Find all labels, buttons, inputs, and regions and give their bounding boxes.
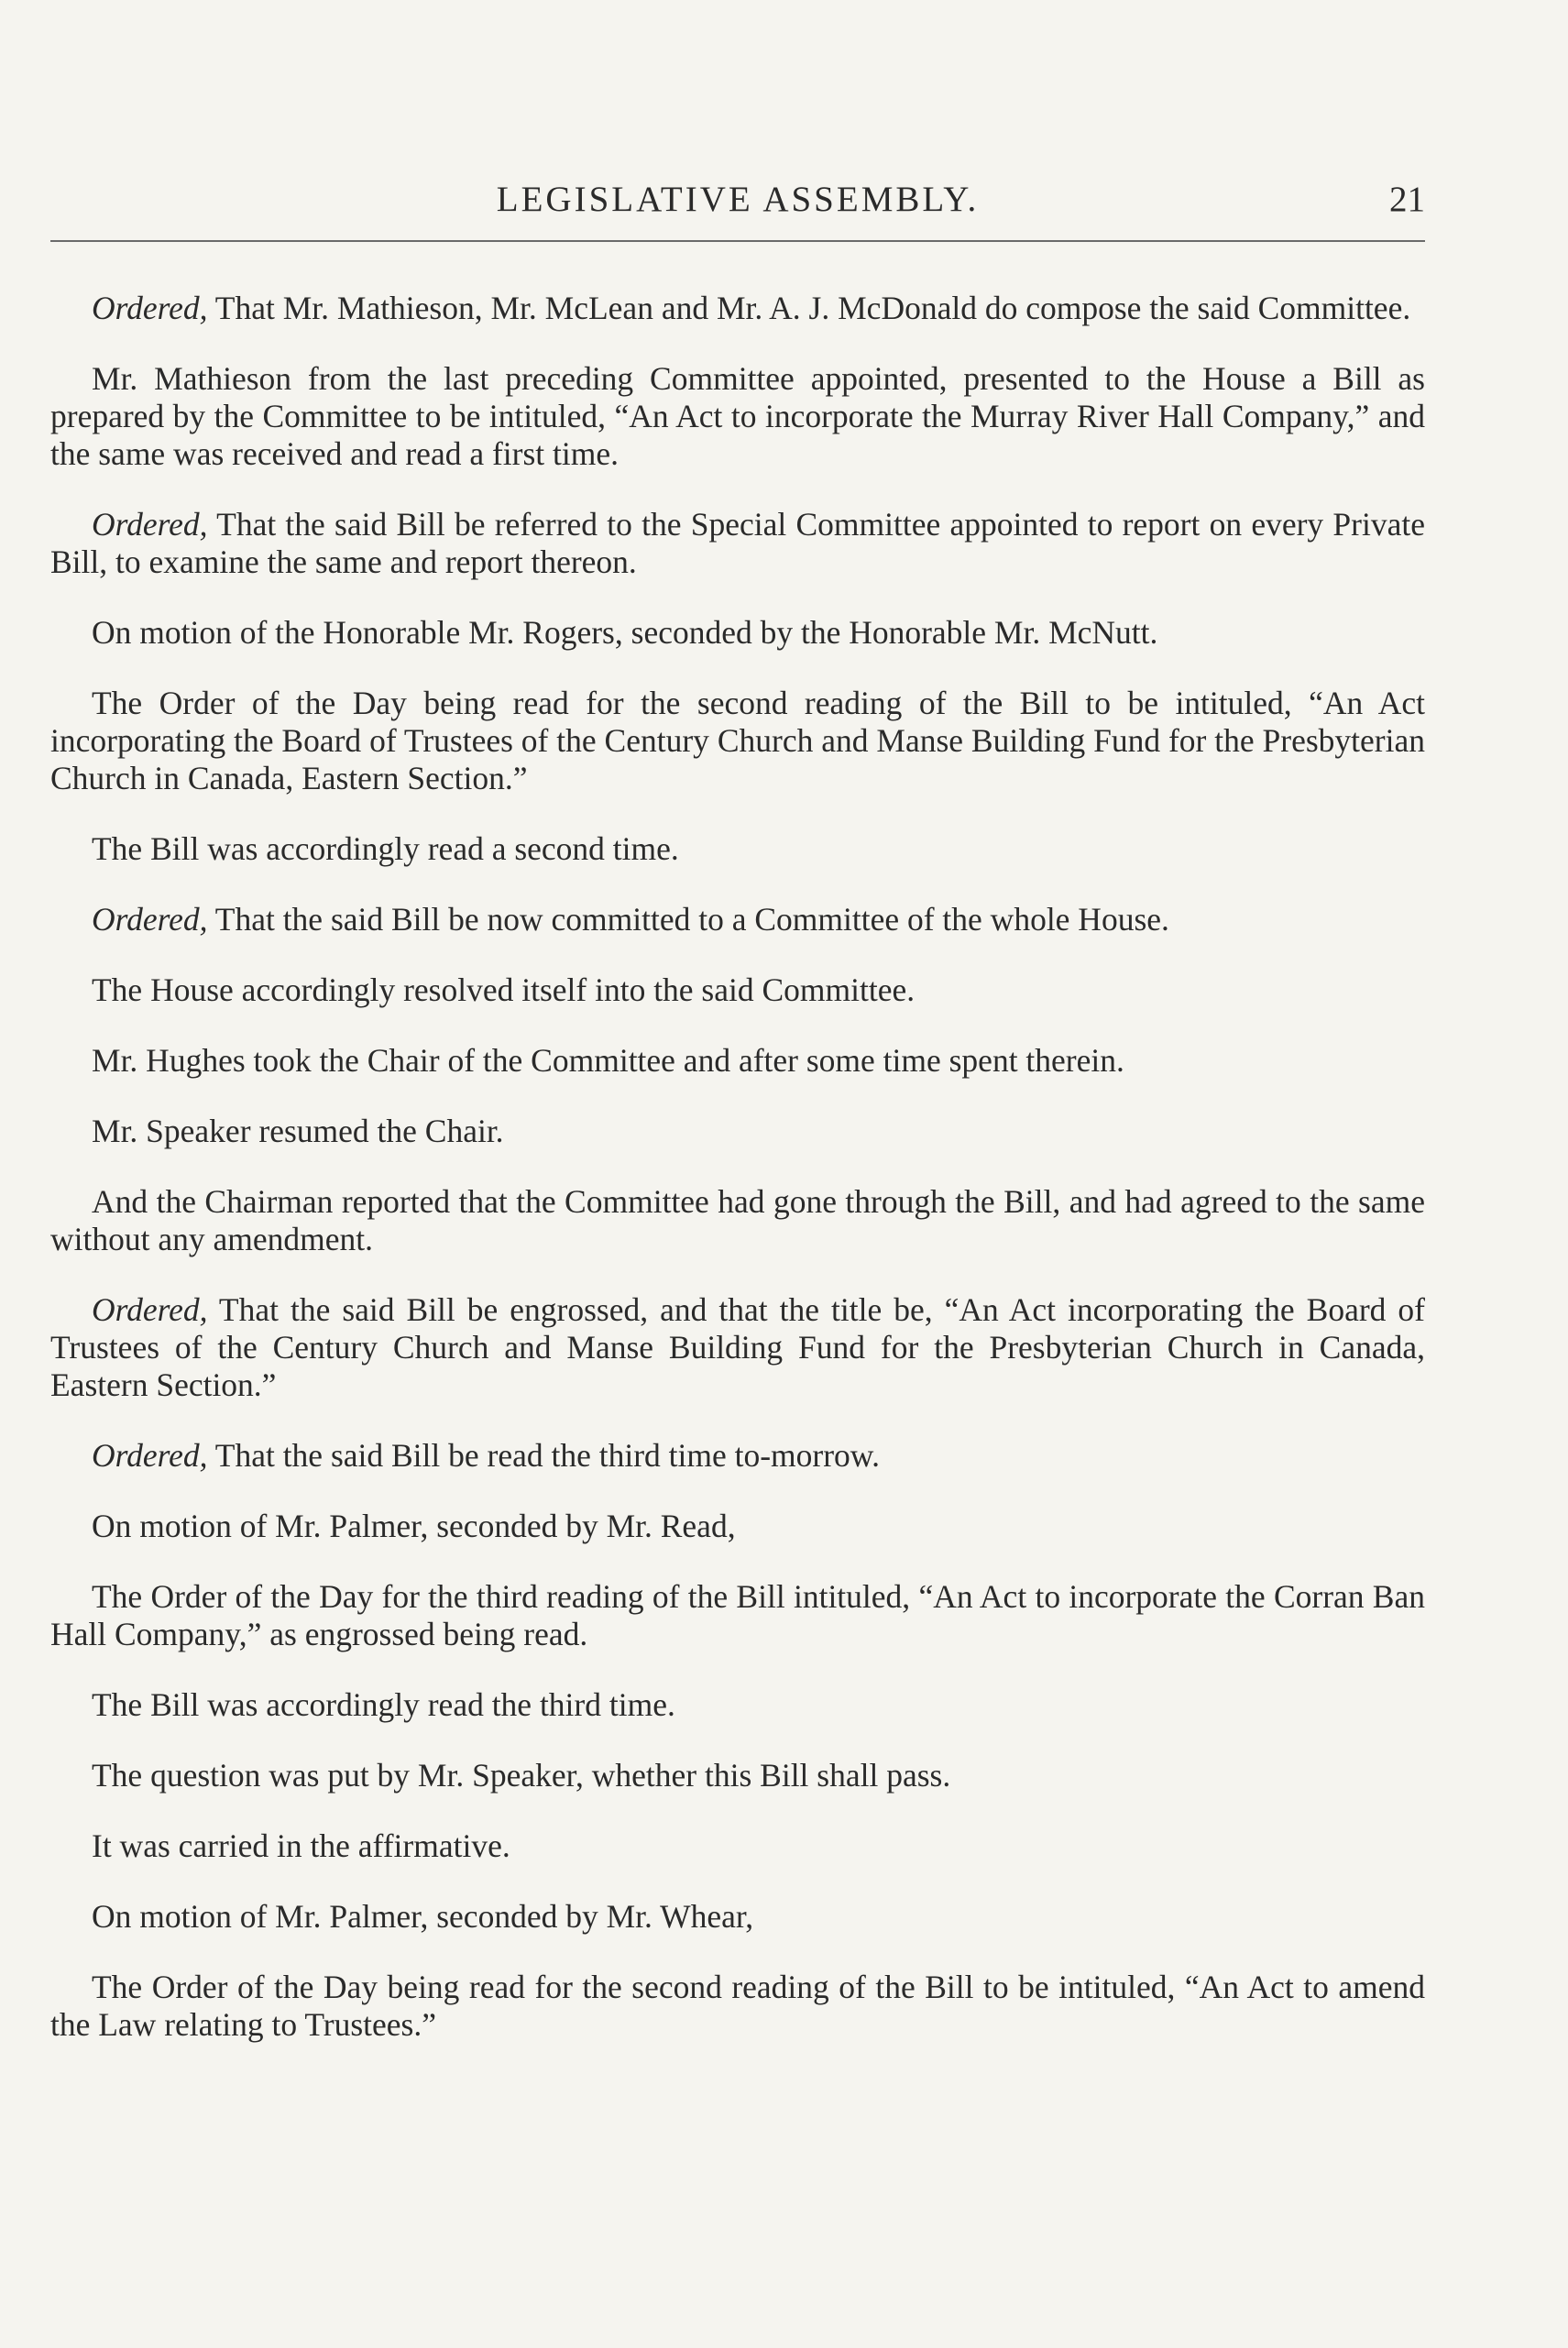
paragraph-text: The Bill was accordingly read a second time. xyxy=(92,830,679,867)
paragraph-text: On motion of the Honorable Mr. Rogers, seconded by the Honorable Mr. McNutt. xyxy=(92,614,1158,651)
running-title: LEGISLATIVE ASSEMBLY. xyxy=(496,180,980,219)
paragraph-text: The Order of the Day being read for the second reading of the Bill to be intituled, “An Act incorporating the Board of Trustees of the Century Church and Manse Building Fund for the Presbyterian Church in Canada, Eastern Section.” xyxy=(50,685,1425,796)
paragraph-text: That Mr. Mathieson, Mr. McLean and Mr. A. J. McDonald do compose the said Committee. xyxy=(207,290,1411,326)
paragraph-text: On motion of Mr. Palmer, seconded by Mr. Whear, xyxy=(92,1898,754,1935)
paragraph xyxy=(50,1969,1425,2044)
paragraph xyxy=(50,360,1425,473)
page-header xyxy=(50,172,1425,227)
paragraph-text: That the said Bill be engrossed, and that the title be, “An Act incorporating the Board of Trustees of the Century Church and Manse Building Fund for the Presbyterian Church in Canada, Eastern Section.” xyxy=(50,1291,1425,1403)
paragraph-text: That the said Bill be referred to the Special Committee appointed to report on every Private Bill, to examine the same and report thereon. xyxy=(50,506,1425,580)
paragraph xyxy=(50,290,1425,327)
paragraph-text: And the Chairman reported that the Committee had gone through the Bill, and had agreed to the same without any amendment. xyxy=(50,1183,1425,1257)
paragraph-lead: Ordered, xyxy=(92,506,208,543)
paragraph xyxy=(50,685,1425,797)
paragraph xyxy=(50,1437,1425,1475)
header-rule xyxy=(50,240,1425,242)
paragraph xyxy=(50,1578,1425,1653)
paragraph xyxy=(50,1686,1425,1724)
paragraph-lead: Ordered, xyxy=(92,901,208,938)
paragraph xyxy=(50,1757,1425,1794)
paragraph xyxy=(50,1113,1425,1150)
paragraph xyxy=(50,1183,1425,1258)
paragraph-text: Mr. Speaker resumed the Chair. xyxy=(92,1113,504,1149)
paragraph-text: The House accordingly resolved itself into the said Committee. xyxy=(92,971,916,1008)
paragraph-text: Mr. Hughes took the Chair of the Committee and after some time spent therein. xyxy=(92,1042,1124,1079)
paragraph xyxy=(50,614,1425,652)
paragraph-lead: Ordered, xyxy=(92,1437,208,1474)
paragraph-text: The Order of the Day being read for the second reading of the Bill to be intituled, “An Act to amend the Law relating to Trustees.” xyxy=(50,1969,1425,2043)
paragraph-text: Mr. Mathieson from the last preceding Committee appointed, presented to the House a Bill as prepared by the Committee to be intituled, “An Act to incorporate the Murray River Hall Company,” and the same was received and read a first time. xyxy=(50,360,1425,472)
paragraph-text: It was carried in the affirmative. xyxy=(92,1827,510,1864)
paragraph-text: The question was put by Mr. Speaker, whether this Bill shall pass. xyxy=(92,1757,951,1794)
paragraph-text: That the said Bill be now committed to a Committee of the whole House. xyxy=(207,901,1169,938)
page-number: 21 xyxy=(1389,180,1425,219)
paragraph xyxy=(50,506,1425,581)
paragraph-text: That the said Bill be read the third time to-morrow. xyxy=(207,1437,881,1474)
paragraph-lead: Ordered, xyxy=(92,1291,208,1328)
paragraph xyxy=(50,901,1425,938)
paragraph-text: On motion of Mr. Palmer, seconded by Mr. Read, xyxy=(92,1508,736,1544)
paragraph-text: The Order of the Day for the third reading of the Bill intituled, “An Act to incorporate the Corran Ban Hall Company,” as engrossed being read. xyxy=(50,1578,1425,1652)
paragraph-text: The Bill was accordingly read the third time. xyxy=(92,1686,675,1723)
paragraph xyxy=(50,1508,1425,1545)
paragraph xyxy=(50,1042,1425,1080)
paragraph xyxy=(50,1291,1425,1404)
paragraph xyxy=(50,1827,1425,1865)
paragraph xyxy=(50,830,1425,868)
journal-body xyxy=(50,290,1425,2077)
paragraph-lead: Ordered, xyxy=(92,290,208,326)
paragraph xyxy=(50,971,1425,1009)
paragraph xyxy=(50,1898,1425,1936)
